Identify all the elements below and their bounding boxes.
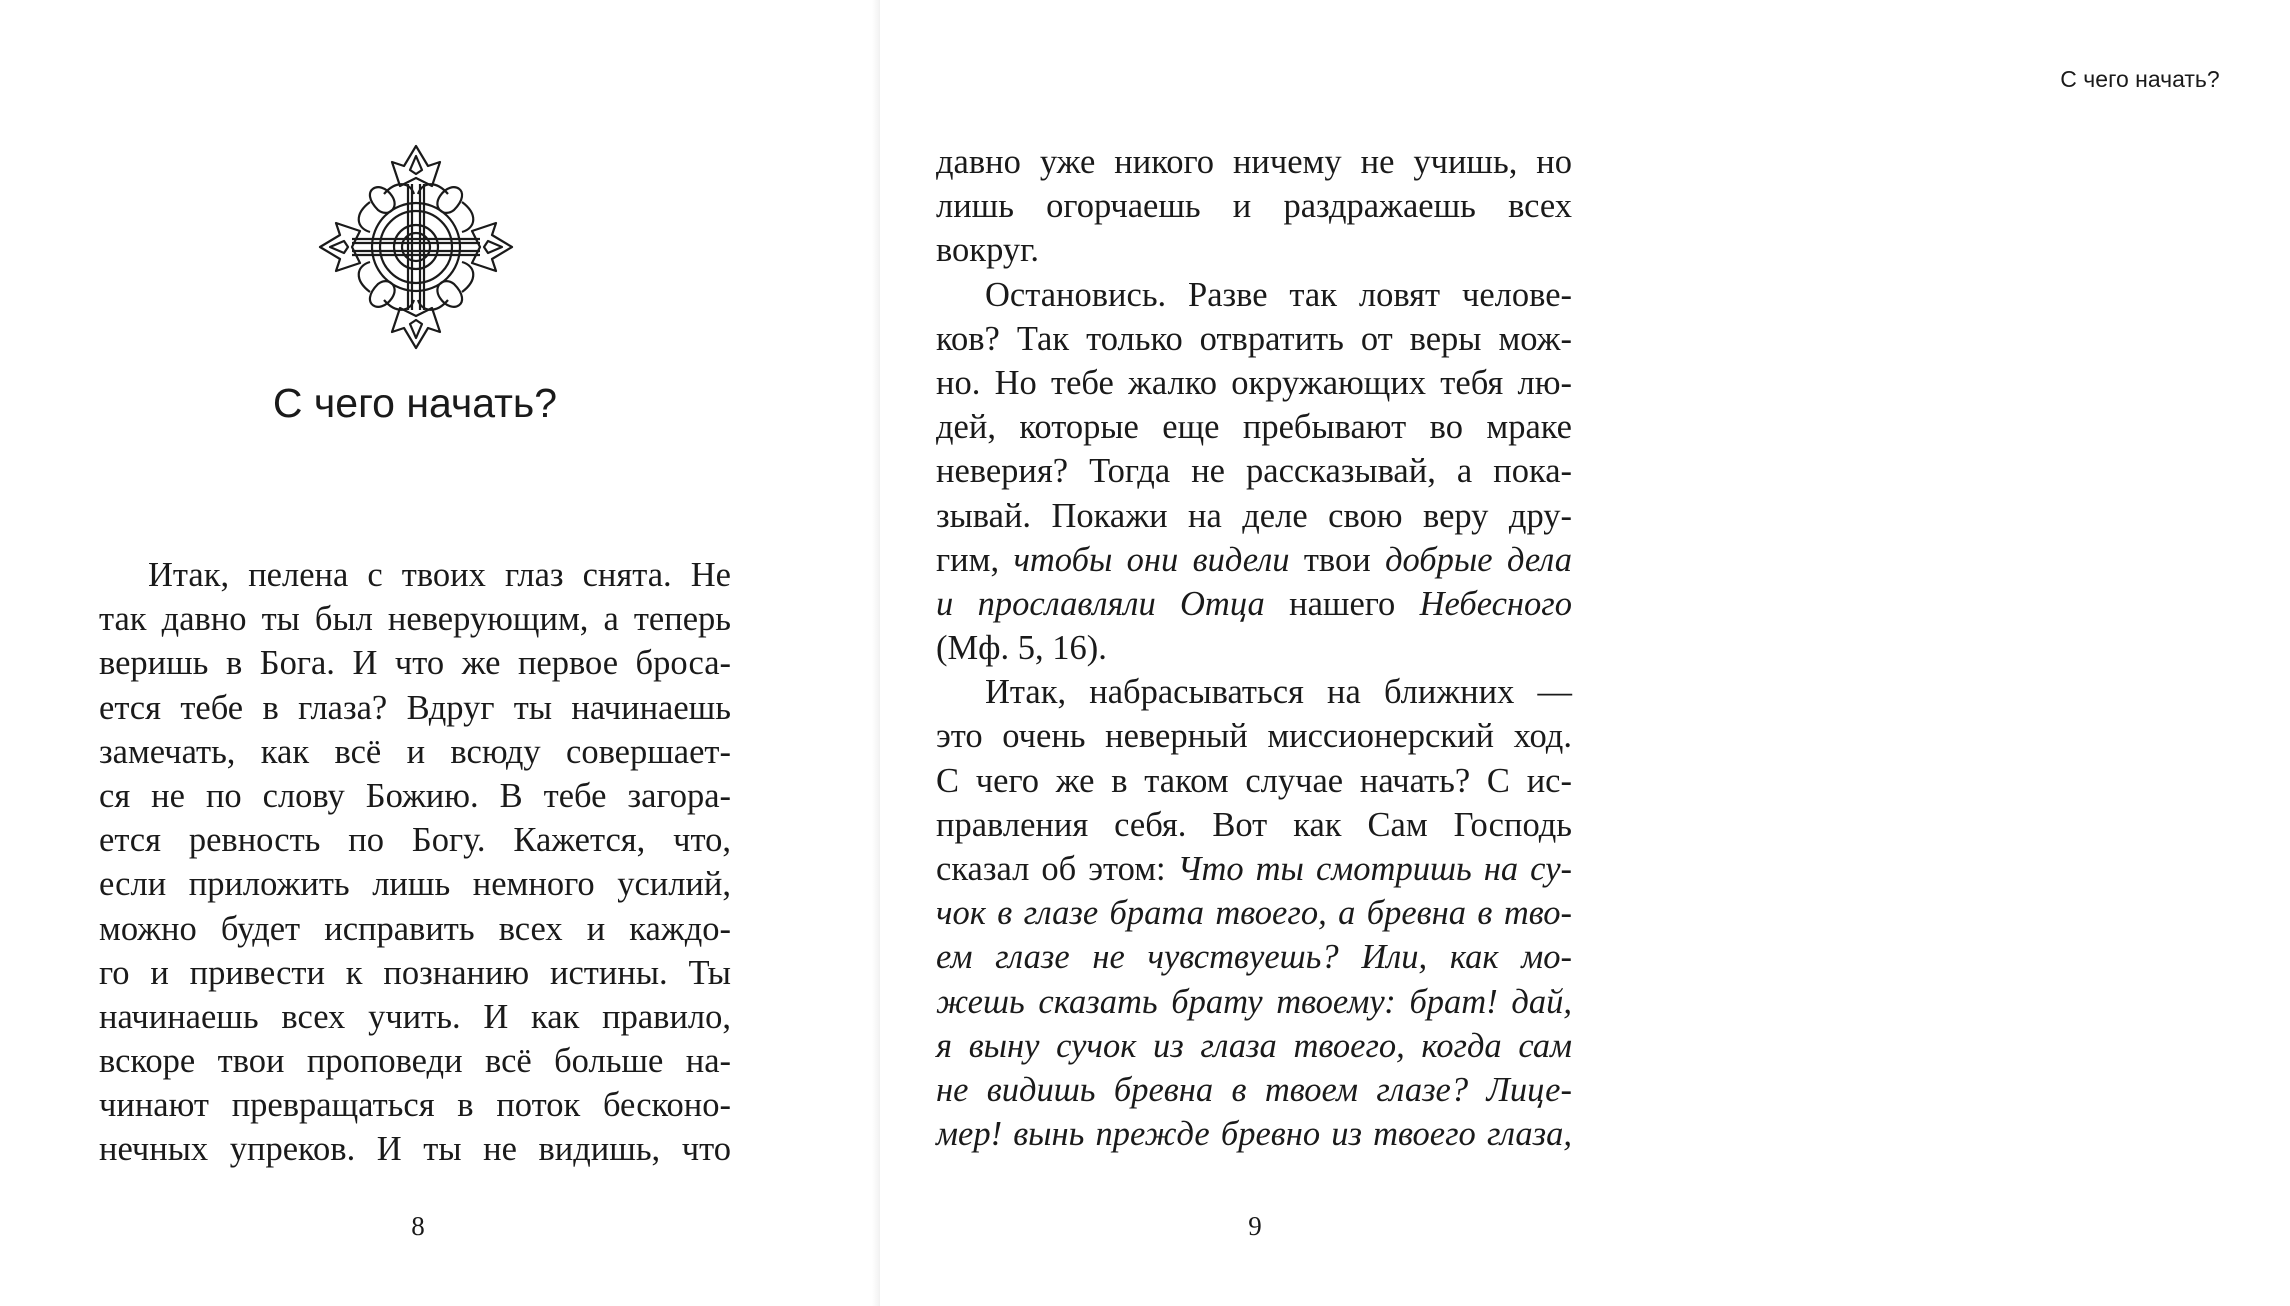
scripture-quote: чок в глазе брата твоего, а бревна в тво- (936, 894, 1572, 933)
text-line: лишь огорчаешь и раздражаешь всех (936, 187, 1572, 226)
scripture-quote: Что ты смотришь на су- (1177, 850, 1572, 888)
page-number: 9 (1248, 1211, 1262, 1241)
text-line: правления себя. Вот как Сам Господь (936, 805, 1572, 844)
text-line-mixed (936, 847, 1572, 891)
text-run: нашего (1264, 584, 1420, 623)
scripture-quote: ем глазе не чувствуешь? Или, как мо- (936, 938, 1572, 977)
text-line: нечных упреков. И ты не видишь, что (99, 1130, 731, 1169)
scripture-quote: добрые дела (1385, 540, 1572, 579)
text-line: веришь в Бога. И что же первое броса- (99, 644, 731, 683)
text-line: замечать, как всё и всюду совершает- (99, 732, 731, 771)
chapter-title: С чего начать? (272, 380, 558, 426)
text-line: можно будет исправить всех и каждо- (99, 909, 731, 948)
text-line: давно уже никого ничему не учишь, но (936, 143, 1572, 181)
text-line: так давно ты был неверующим, а теперь (99, 600, 731, 639)
text-line: ков? Так только отвратить от веры мож- (936, 319, 1572, 358)
scripture-quote: я выну сучок из глаза твоего, когда сам (936, 1026, 1572, 1065)
text-line: С чего же в таком случае начать? С ис- (936, 761, 1572, 800)
scripture-quote: жешь сказать брату твоему: брат! дай, (936, 982, 1572, 1021)
text-line: начинаешь всех учить. И как правило, (99, 997, 731, 1036)
text-line: если приложить лишь немного усилий, (99, 865, 731, 904)
scripture-quote: Небесного (1419, 584, 1572, 623)
text-line: это очень неверный миссионерский ход. (936, 717, 1572, 756)
text-line: ется тебе в глаза? Вдруг ты начинаешь (99, 688, 731, 727)
scripture-quote: и прославляли Отца (936, 584, 1265, 623)
text-line: чинают превращаться в поток бесконо- (99, 1086, 731, 1125)
text-line: вскоре твои проповеди всё больше на- (99, 1042, 731, 1081)
scripture-quote: не видишь бревна в твоем глазе? Лице- (936, 1070, 1572, 1109)
text-line: вокруг. (936, 231, 1039, 270)
page-number: 8 (411, 1211, 425, 1241)
text-run: гим, (936, 540, 1014, 579)
text-line-mixed (936, 538, 1572, 582)
text-line: Итак, набрасываться на ближних — (985, 673, 1572, 712)
left-page-text (99, 553, 731, 1172)
left-page (0, 0, 880, 1306)
text-line: го и привести к познанию истины. Ты (99, 953, 731, 992)
text-line: Итак, пелена с твоих глаз снята. Не (148, 556, 731, 594)
text-line: Остановись. Разве так ловят челове- (985, 275, 1572, 314)
text-line-mixed (936, 582, 1572, 626)
text-line: ся не по слову Божию. В тебе загора- (99, 776, 731, 815)
text-line: но. Но тебе жалко окружающих тебя лю- (936, 363, 1572, 402)
scripture-reference: (Мф. 5, 16). (936, 629, 1107, 668)
text-line: ется ревность по Богу. Кажется, что, (99, 821, 731, 860)
running-head: С чего начать? (2060, 66, 2220, 92)
text-line: зывай. Покажи на деле свою веру дру- (936, 496, 1572, 535)
right-page-text (936, 140, 1572, 1156)
text-run: сказал об этом: (936, 850, 1178, 888)
scripture-quote: чтобы они видели (1013, 540, 1290, 579)
text-line: неверия? Тогда не рассказывай, а пока- (936, 452, 1572, 491)
text-line: дей, которые еще пребывают во мраке (936, 408, 1572, 447)
celtic-cross-ornament-icon (318, 144, 514, 350)
scripture-quote: мер! вынь прежде бревно из твоего глаза, (936, 1115, 1572, 1154)
text-run: твои (1289, 540, 1386, 579)
